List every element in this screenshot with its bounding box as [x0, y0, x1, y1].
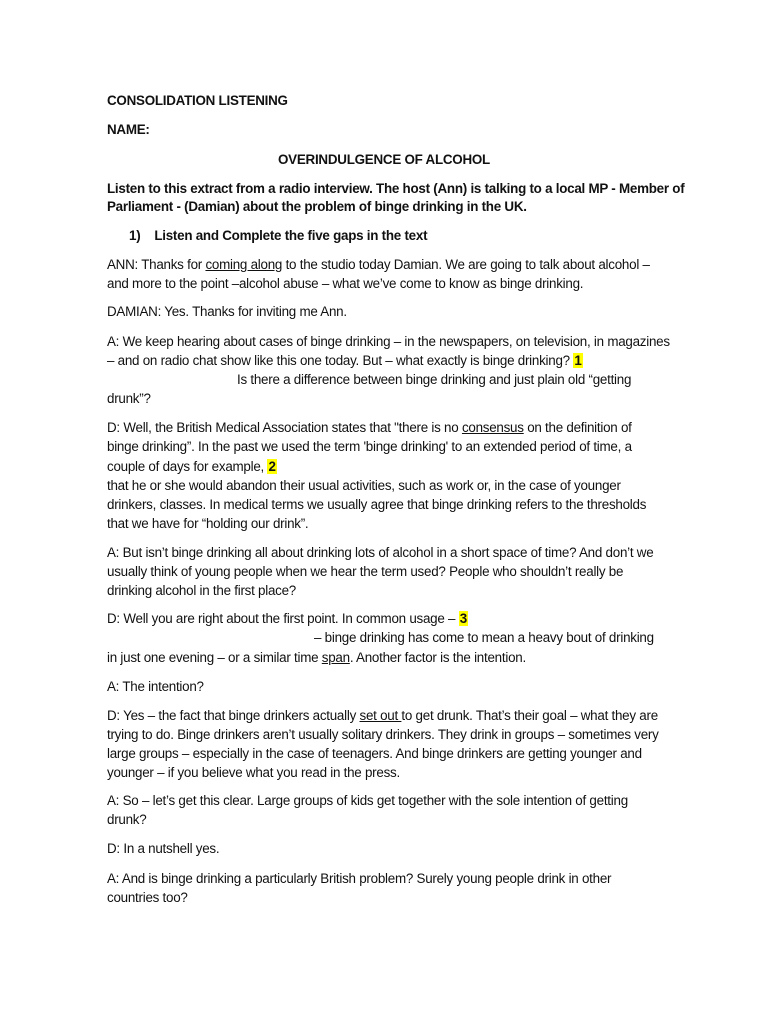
- dialogue-line: A: The intention?: [107, 679, 204, 694]
- text-segment: ANN: Thanks for: [107, 257, 206, 272]
- dialogue-line: usually think of young people when we hear the term used? People who shouldn’t really be: [107, 564, 624, 579]
- dialogue-line: A: And is binge drinking a particularly British problem? Surely young people drink in other: [107, 871, 612, 886]
- dialogue-line: drunk”?: [107, 391, 151, 406]
- dialogue-line: drinking alcohol in the first place?: [107, 583, 296, 598]
- underlined-term: set out: [359, 708, 402, 723]
- dialogue-line: DAMIAN: Yes. Thanks for inviting me Ann.: [107, 304, 347, 319]
- dialogue-line: drunk?: [107, 812, 147, 827]
- dialogue-line: A: We keep hearing about cases of binge drinking – in the newspapers, on television, in magazines: [107, 334, 670, 349]
- task-text: Listen and Complete the five gaps in the text: [154, 228, 428, 243]
- dialogue-line: drinkers, classes. In medical terms we usually agree that binge drinking refers to the thresholds: [107, 497, 647, 512]
- text-segment: couple of days for example,: [107, 459, 268, 474]
- text-segment: D: Yes – the fact that binge drinkers actually: [107, 708, 360, 723]
- gap-marker-2: 2: [268, 459, 276, 474]
- document-title: CONSOLIDATION LISTENING: [107, 93, 288, 108]
- underlined-term: span: [321, 650, 350, 665]
- dialogue-line: that we have for “holding our drink”.: [107, 516, 309, 531]
- dialogue-line: [107, 419, 632, 437]
- dialogue-line: and more to the point –alcohol abuse – what we’ve come to know as binge drinking.: [107, 276, 584, 291]
- text-segment: to get drunk. That’s their goal – what they are: [401, 708, 658, 723]
- text-segment: D: Well you are right about the first point. In common usage –: [107, 611, 459, 626]
- text-segment: D: Well, the British Medical Association states that "there is no: [107, 420, 462, 435]
- text-segment: in just one evening – or a similar time: [107, 650, 322, 665]
- dialogue-line: [107, 707, 658, 725]
- task-number: 1): [129, 228, 141, 243]
- text-segment: on the definition of: [523, 420, 632, 435]
- dialogue-line: [107, 649, 526, 667]
- dialogue-line: [107, 352, 583, 370]
- underlined-term: consensus: [461, 420, 524, 435]
- name-label: NAME:: [107, 122, 150, 137]
- dialogue-line: – binge drinking has come to mean a heavy bout of drinking: [314, 630, 654, 645]
- dialogue-line: A: So – let’s get this clear. Large groups of kids get together with the sole intention of getting: [107, 793, 628, 808]
- dialogue-line: [107, 256, 650, 274]
- text-segment: to the studio today Damian. We are going to talk about alcohol –: [282, 257, 650, 272]
- intro-line-2: Parliament - (Damian) about the problem of binge drinking in the UK.: [107, 199, 527, 214]
- dialogue-line: [107, 610, 468, 628]
- text-segment: – and on radio chat show like this one today. But – what exactly is binge drinking?: [107, 353, 574, 368]
- gap-marker-1: 1: [574, 353, 582, 368]
- text-segment: . Another factor is the intention.: [349, 650, 526, 665]
- dialogue-line: binge drinking”. In the past we used the term 'binge drinking' to an extended period of time, a: [107, 439, 632, 454]
- dialogue-line: trying to do. Binge drinkers aren’t usually solitary drinkers. They drink in groups – sometimes very: [107, 727, 659, 742]
- dialogue-line: D: In a nutshell yes.: [107, 841, 220, 856]
- dialogue-line: Is there a difference between binge drinking and just plain old “getting: [237, 372, 632, 387]
- dialogue-line: that he or she would abandon their usual activities, such as work or, in the case of younger: [107, 478, 621, 493]
- dialogue-line: countries too?: [107, 890, 188, 905]
- underlined-term: coming along: [205, 257, 283, 272]
- page-heading: OVERINDULGENCE OF ALCOHOL: [278, 152, 490, 167]
- task-instruction: [129, 227, 427, 245]
- dialogue-line: [107, 458, 277, 476]
- dialogue-line: A: But isn’t binge drinking all about drinking lots of alcohol in a short space of time? And don’t we: [107, 545, 654, 560]
- intro-line-1: Listen to this extract from a radio interview. The host (Ann) is talking to a local MP - Member of: [107, 181, 685, 196]
- dialogue-line: younger – if you believe what you read in the press.: [107, 765, 400, 780]
- gap-marker-3: 3: [459, 611, 467, 626]
- dialogue-line: large groups – especially in the case of teenagers. And binge drinkers are getting younger and: [107, 746, 642, 761]
